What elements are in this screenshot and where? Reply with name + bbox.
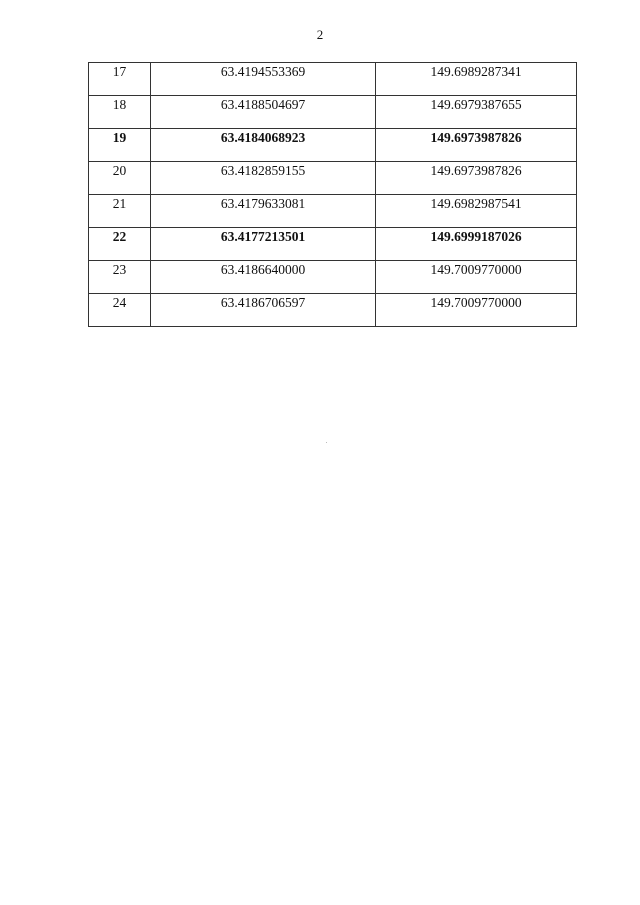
table-row — [89, 129, 577, 162]
page-number: 2 — [316, 27, 324, 42]
longitude-cell: 149.6973987826 — [376, 162, 577, 195]
table-row — [89, 195, 577, 228]
table-row — [89, 63, 577, 96]
point-number-cell: 23 — [89, 261, 151, 294]
point-number-cell: 18 — [89, 96, 151, 129]
point-number-cell: 21 — [89, 195, 151, 228]
latitude-cell: 63.4194553369 — [151, 63, 376, 96]
table-row — [89, 96, 577, 129]
scan-speck — [326, 442, 327, 443]
point-number-cell: 20 — [89, 162, 151, 195]
point-number-cell: 22 — [89, 228, 151, 261]
latitude-cell: 63.4184068923 — [151, 129, 376, 162]
latitude-cell: 63.4177213501 — [151, 228, 376, 261]
latitude-cell: 63.4182859155 — [151, 162, 376, 195]
longitude-cell: 149.6982987541 — [376, 195, 577, 228]
point-number-cell: 24 — [89, 294, 151, 327]
latitude-cell: 63.4186640000 — [151, 261, 376, 294]
point-number-cell: 19 — [89, 129, 151, 162]
longitude-cell: 149.7009770000 — [376, 261, 577, 294]
longitude-cell: 149.6979387655 — [376, 96, 577, 129]
table-row — [89, 162, 577, 195]
point-number-cell: 17 — [89, 63, 151, 96]
table-row — [89, 228, 577, 261]
latitude-cell: 63.4186706597 — [151, 294, 376, 327]
longitude-cell: 149.6989287341 — [376, 63, 577, 96]
longitude-cell: 149.7009770000 — [376, 294, 577, 327]
table-row — [89, 294, 577, 327]
table-row — [89, 261, 577, 294]
latitude-cell: 63.4188504697 — [151, 96, 376, 129]
coordinates-table — [88, 62, 577, 327]
latitude-cell: 63.4179633081 — [151, 195, 376, 228]
longitude-cell: 149.6999187026 — [376, 228, 577, 261]
longitude-cell: 149.6973987826 — [376, 129, 577, 162]
